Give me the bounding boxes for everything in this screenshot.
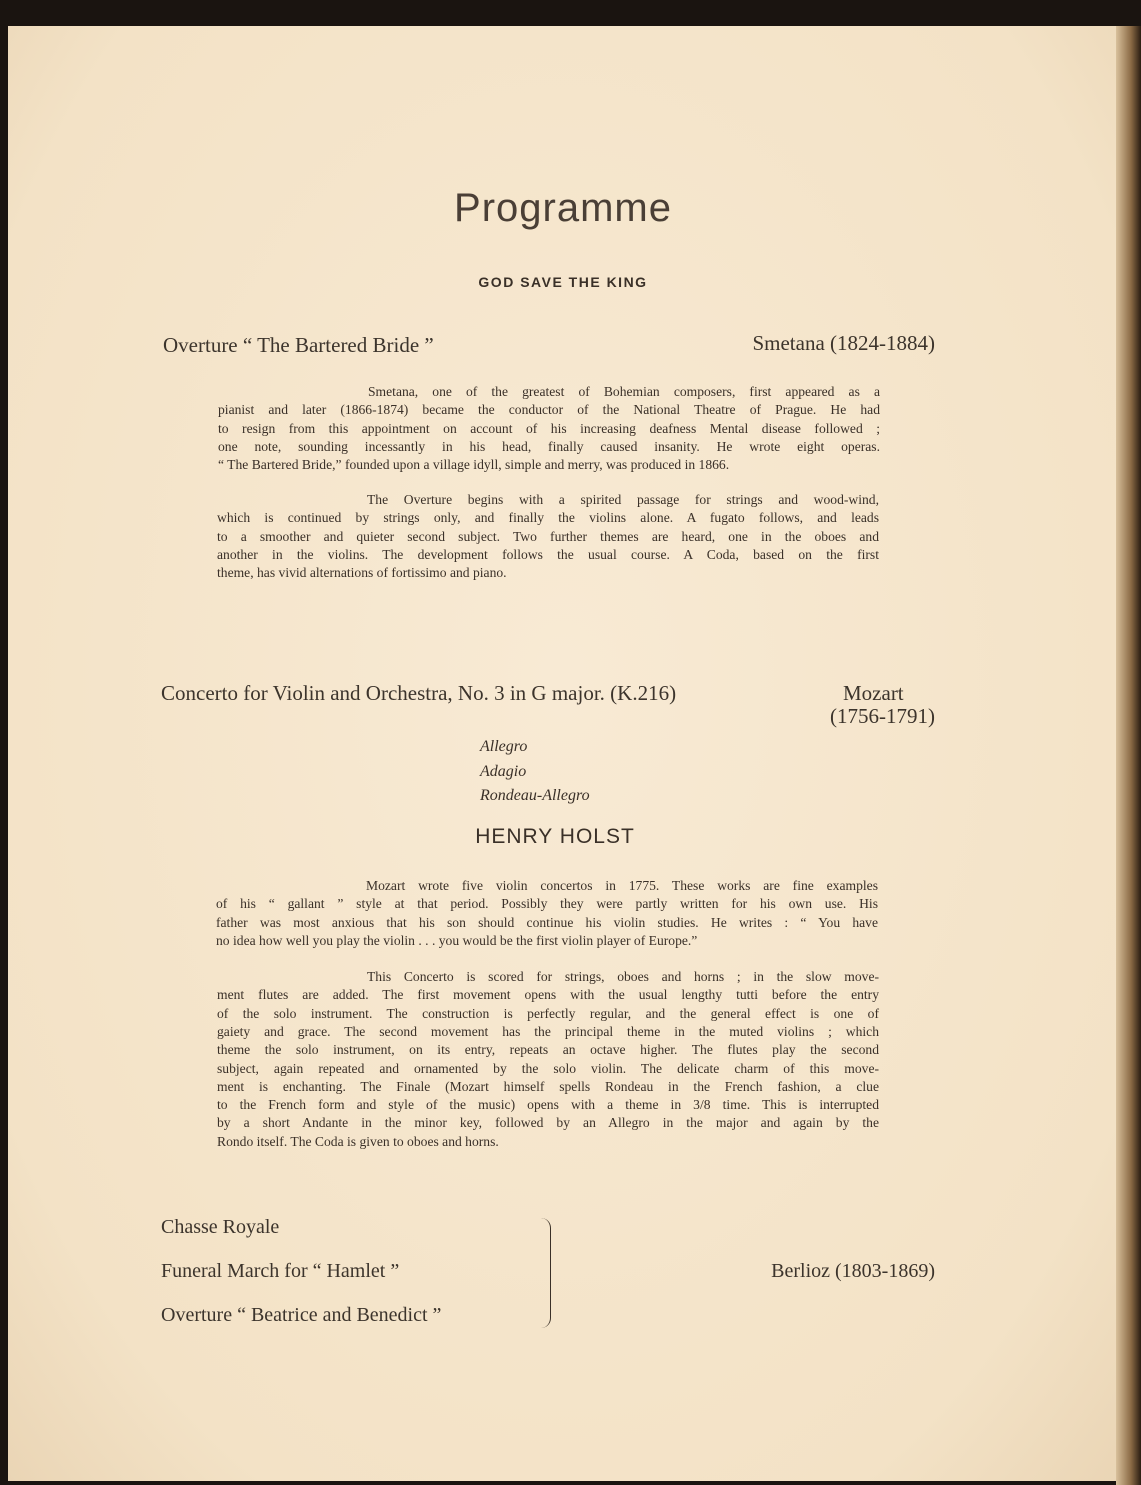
paragraph-line: no idea how well you play the violin . . . you would be the first violin player of Europe.” — [216, 932, 698, 948]
programme-page — [8, 26, 1118, 1481]
work-title-beatrice-benedict: Overture “ Beatrice and Benedict ” — [161, 1304, 442, 1326]
paragraph-line: Rondo itself. The Coda is given to oboes and horns. — [217, 1133, 499, 1149]
grouping-brace — [540, 1218, 551, 1328]
paragraph-line: one note, sounding incessantly in his head, finally caused insanity. He wrote eight operas. — [218, 438, 880, 454]
paragraph-line: This Concerto is scored for strings, oboes and horns ; in the slow move- — [367, 969, 879, 984]
paragraph-line: The Overture begins with a spirited passage for strings and wood-wind, — [367, 492, 879, 507]
movement-rondeau-allegro: Rondeau-Allegro — [480, 787, 590, 804]
movement-allegro: Allegro — [480, 738, 528, 755]
work-title-mozart-concerto: Concerto for Violin and Orchestra, No. 3 in G major. (K.216) — [161, 681, 677, 705]
paragraph-line: pianist and later (1866-1874) became the conductor of the National Theatre of Prague. He had — [218, 402, 880, 418]
movement-adagio: Adagio — [480, 763, 527, 780]
paragraph-line: gaiety and grace. The second movement has the principal theme in the muted violins ; which — [217, 1023, 879, 1039]
paragraph-line: by a short Andante in the minor key, followed by an Allegro in the major and again by the — [217, 1115, 879, 1131]
paragraph-line: of his “ gallant ” style at that period. Possibly they were partly written for his own use. His — [216, 896, 878, 912]
paragraph-line: theme, has vivid alternations of fortissimo and piano. — [217, 565, 507, 581]
paragraph-line: of the solo instrument. The construction is perfectly regular, and the general effect is one of — [217, 1005, 879, 1021]
composer-mozart-dates: (1756-1791) — [830, 704, 935, 728]
paragraph-line: ment flutes are added. The first movement opens with the usual lengthy tutti before the entry — [217, 987, 879, 1003]
composer-smetana: Smetana (1824-1884) — [752, 331, 935, 355]
paragraph-line: to the French form and style of the music) opens with a theme in 3/8 time. This is interrupted — [217, 1097, 879, 1113]
page-edge-binding — [1116, 26, 1141, 1485]
anthem-heading: GOD SAVE THE KING — [478, 274, 648, 290]
soloist-name: HENRY HOLST — [475, 825, 635, 848]
paragraph-line: Mozart wrote five violin concertos in 1775. These works are fine examples — [366, 878, 878, 893]
paragraph-line: theme the solo instrument, on its entry, repeats an octave higher. The flutes play the second — [217, 1042, 879, 1058]
work-title-chasse-royale: Chasse Royale — [161, 1216, 280, 1238]
paragraph-line: which is continued by strings only, and finally the violins alone. A fugato follows, and leads — [217, 510, 879, 526]
paragraph-line: to a smoother and quieter second subject. Two further themes are heard, one in the oboes and — [217, 528, 879, 544]
paragraph-line: to resign from this appointment on account of his increasing deafness Mental disease followed ; — [218, 420, 880, 436]
paragraph-line: Smetana, one of the greatest of Bohemian composers, first appeared as a — [368, 384, 880, 399]
work-title-bartered-bride: Overture “ The Bartered Bride ” — [163, 333, 434, 357]
paragraph-line: another in the violins. The development follows the usual course. A Coda, based on the first — [217, 546, 879, 562]
paragraph-line: ment is enchanting. The Finale (Mozart himself spells Rondeau in the French fashion, a clue — [217, 1078, 879, 1094]
page-title: Programme — [454, 186, 672, 230]
paragraph-line: father was most anxious that his son should continue his violin studies. He writes : “ You have — [216, 914, 878, 930]
composer-berlioz: Berlioz (1803-1869) — [771, 1260, 935, 1282]
work-title-funeral-march: Funeral March for “ Hamlet ” — [161, 1260, 400, 1282]
paragraph-line: subject, again repeated and ornamented by the solo violin. The delicate charm of this move- — [217, 1060, 879, 1076]
paragraph-line: “ The Bartered Bride,” founded upon a village idyll, simple and merry, was produced in 1866. — [218, 457, 730, 473]
composer-mozart: Mozart — [843, 681, 904, 705]
